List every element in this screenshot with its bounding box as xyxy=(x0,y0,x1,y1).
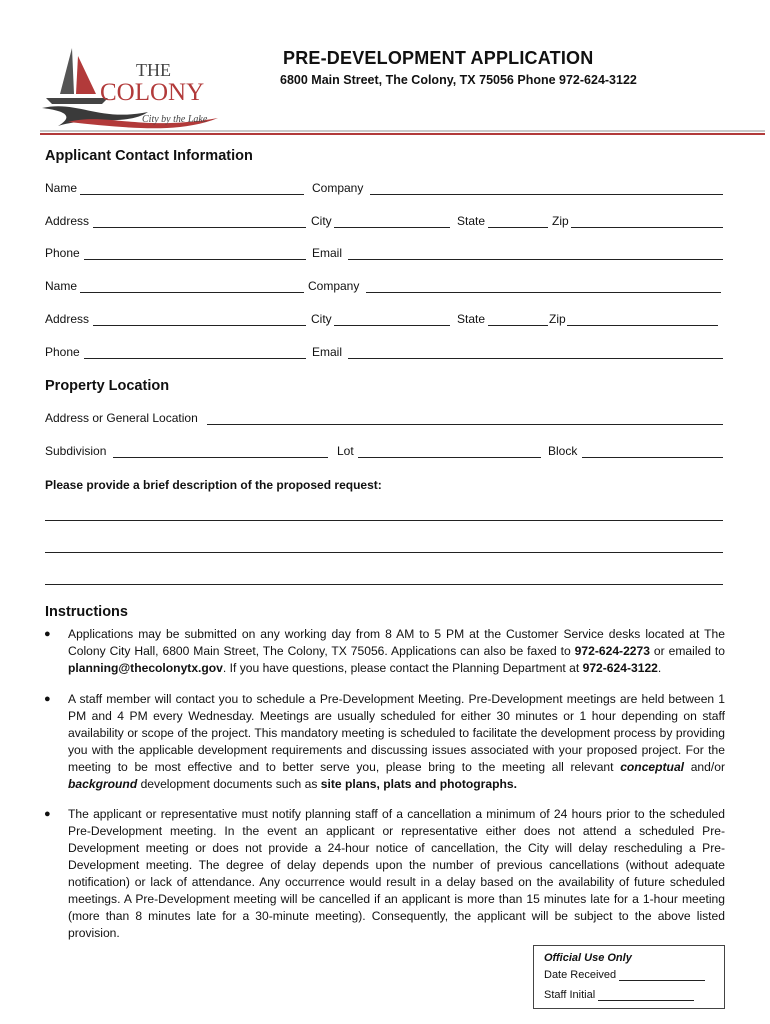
bullet-icon: ● xyxy=(44,808,51,820)
description-line-2[interactable] xyxy=(45,552,723,553)
date-received-field[interactable] xyxy=(619,970,705,981)
applicant-2-name-row xyxy=(45,279,723,295)
zip-label: Zip xyxy=(552,214,569,228)
phone-label: Phone xyxy=(45,246,80,260)
block-field[interactable] xyxy=(582,444,723,458)
official-use-box xyxy=(533,945,725,1009)
applicant-2-state-field[interactable] xyxy=(488,312,548,326)
lot-label: Lot xyxy=(337,444,354,458)
planning-phone: 972-624-3122 xyxy=(582,661,658,675)
phone-label: Phone xyxy=(45,345,80,359)
conceptual-emphasis: conceptual xyxy=(620,760,685,774)
date-received-row: Date Received xyxy=(544,969,705,981)
state-label: State xyxy=(457,214,486,228)
instruction-meeting: A staff member will contact you to schedule a Pre-Development Meeting. Pre-Development meetings are held between 1 PM and 4 PM every Wednesday. Meetings are usually scheduled for either 30 minutes or 1 hour depending on staff availability or scope of the project. This mandatory meeting is scheduled to facilitate the development process by providing you with the applicable development requirements and discussing issues associated with your proposed project. For the meeting to be most effective and to better serve you, please bring to the meeting all relevant conceptual and/or background development documents such as site plans, plats and photographs. xyxy=(68,692,725,791)
applicant-1-company-field[interactable] xyxy=(370,181,723,195)
block-label: Block xyxy=(548,444,578,458)
city-label: City xyxy=(311,312,332,326)
applicant-2-company-field[interactable] xyxy=(366,279,721,293)
bullet-icon: ● xyxy=(44,693,51,705)
applicant-2-address-row xyxy=(45,312,723,328)
planning-email-link[interactable]: planning@thecolonytx.gov xyxy=(68,661,223,675)
staff-initial-row: Staff Initial xyxy=(544,989,694,1001)
applicant-1-address-field[interactable] xyxy=(93,214,306,228)
description-line-3[interactable] xyxy=(45,584,723,585)
sail-red-icon xyxy=(76,56,96,94)
subdivision-label: Subdivision xyxy=(45,444,107,458)
name-label: Name xyxy=(45,279,78,293)
property-subdivision-row xyxy=(45,444,723,460)
header-divider xyxy=(40,130,765,132)
applicant-1-address-row xyxy=(45,214,723,230)
fax-number: 972-624-2273 xyxy=(574,644,650,658)
applicant-2-email-field[interactable] xyxy=(348,345,723,359)
applicant-1-zip-field[interactable] xyxy=(571,214,723,228)
applicant-2-name-field[interactable] xyxy=(80,279,304,293)
page-title: PRE-DEVELOPMENT APPLICATION xyxy=(283,48,594,68)
background-emphasis: background xyxy=(68,777,138,791)
official-title: Official Use Only xyxy=(544,952,632,964)
applicant-1-name-row xyxy=(45,181,723,197)
applicant-1-email-field[interactable] xyxy=(348,246,723,260)
applicant-1-state-field[interactable] xyxy=(488,214,548,228)
lot-field[interactable] xyxy=(358,444,541,458)
email-label: Email xyxy=(312,345,343,359)
instruction-submission: Applications may be submitted on any working day from 8 AM to 5 PM at the Customer Service desks located at The Colony City Hall, 6800 Main Street, The Colony, TX 75056. Applications can also be faxed to 972-624-2273 or emailed to planning@thecolonytx.gov. If you have questions, please contact the Planning Department at 972-624-3122. xyxy=(68,627,725,675)
applicant-1-phone-row xyxy=(45,246,723,262)
address-label: Address xyxy=(45,312,90,326)
applicant-1-phone-field[interactable] xyxy=(84,246,306,260)
property-address-row xyxy=(45,411,723,427)
email-label: Email xyxy=(312,246,343,260)
documents-emphasis: site plans, plats and photographs. xyxy=(320,777,517,791)
applicant-2-address-field[interactable] xyxy=(93,312,306,326)
bullet-icon: ● xyxy=(44,628,51,640)
instructions-heading: Instructions xyxy=(45,604,128,620)
city-logo xyxy=(38,42,228,134)
property-address-field[interactable] xyxy=(207,411,723,425)
applicant-1-name-field[interactable] xyxy=(80,181,304,195)
name-label: Name xyxy=(45,181,78,195)
staff-initial-field[interactable] xyxy=(598,990,694,1001)
logo-tagline: City by the Lake xyxy=(142,114,208,125)
applicant-2-zip-field[interactable] xyxy=(567,312,718,326)
state-label: State xyxy=(457,312,486,326)
applicant-2-city-field[interactable] xyxy=(334,312,450,326)
instruction-cancellation: The applicant or representative must notify planning staff of a cancellation a minimum of 24 hours prior to the scheduled Pre-Development meeting. In the event an applicant or representative either does not attend a scheduled Pre-Development meeting or does not provide a 24-hour notice of cancellation, the City will delay rescheduling a Pre-Development meeting. The degree of delay depends upon the number of previous cancellations (without adequate notification) or lack of attendance. Any occurrence would result in a delay based on the availability of future scheduled meetings. A Pre-Development meeting will be cancelled if an applicant is more than 15 minutes late for a 1-hour meeting (more than 8 minutes late for a 30-minute meeting). Consequently, the applicant will be subject to the above listed provision. xyxy=(68,807,725,940)
header-address: 6800 Main Street, The Colony, TX 75056 Phone 972-624-3122 xyxy=(280,73,637,87)
applicant-2-phone-field[interactable] xyxy=(84,345,306,359)
company-label: Company xyxy=(312,181,364,195)
property-heading: Property Location xyxy=(45,378,170,394)
company-label: Company xyxy=(308,279,360,293)
boat-hull-icon xyxy=(46,98,108,104)
logo-the: THE xyxy=(136,60,171,80)
logo-colony: COLONY xyxy=(100,79,205,106)
applicant-heading: Applicant Contact Information xyxy=(45,148,253,164)
property-address-label: Address or General Location xyxy=(45,411,198,425)
sail-dark-icon xyxy=(60,48,74,94)
description-prompt: Please provide a brief description of the proposed request: xyxy=(45,478,382,492)
header-divider-accent xyxy=(40,133,765,135)
address-label: Address xyxy=(45,214,90,228)
zip-label: Zip xyxy=(549,312,566,326)
description-line-1[interactable] xyxy=(45,520,723,521)
subdivision-field[interactable] xyxy=(113,444,328,458)
applicant-2-phone-row xyxy=(45,345,723,361)
applicant-1-city-field[interactable] xyxy=(334,214,450,228)
city-label: City xyxy=(311,214,332,228)
